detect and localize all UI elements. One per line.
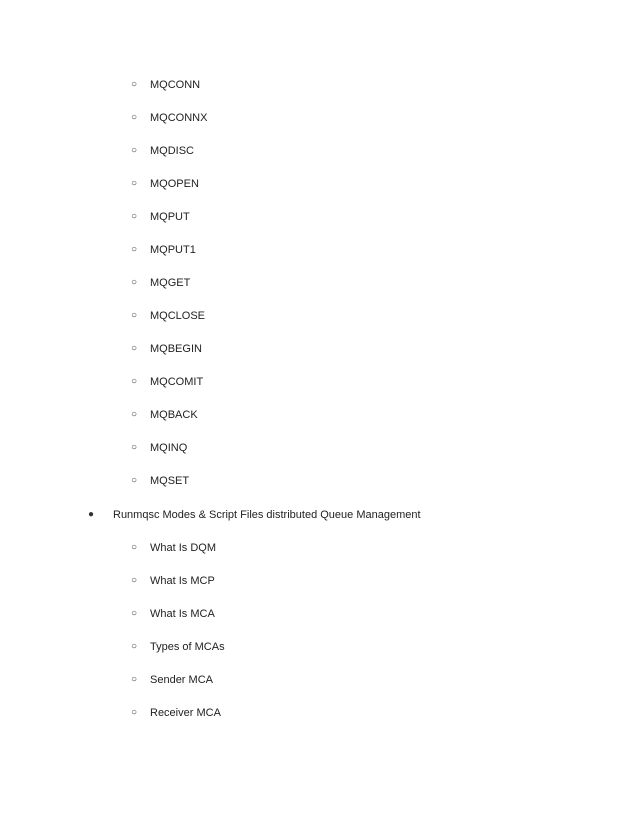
list-item-text: MQBEGIN [150,343,202,355]
hollow-bullet-icon: ○ [130,112,138,123]
list-item-text: MQCLOSE [150,310,206,322]
hollow-bullet-icon: ○ [130,442,138,453]
hollow-bullet-icon: ○ [130,542,138,553]
hollow-bullet-icon: ○ [130,178,138,189]
list-item-text: MQGET [150,277,191,289]
hollow-bullet-icon: ○ [130,277,138,288]
list-item-text: Sender MCA [150,674,213,686]
list-item-text: What Is MCP [150,575,215,587]
hollow-bullet-icon: ○ [130,608,138,619]
hollow-bullet-icon: ○ [130,310,138,321]
list-item-text: MQDISC [150,145,194,157]
list-item-text: Types of MCAs [150,641,225,653]
hollow-bullet-icon: ○ [130,343,138,354]
hollow-bullet-icon: ○ [130,376,138,387]
hollow-bullet-icon: ○ [130,79,138,90]
list-item-text: What Is MCA [150,608,215,620]
filled-bullet-icon: ● [87,509,95,520]
list-item-text: MQBACK [150,409,198,421]
list-item-text: MQPUT [150,211,190,223]
list-item-text: Receiver MCA [150,707,221,719]
section-heading-text: Runmqsc Modes & Script Files distributed Queue Management [113,509,421,521]
hollow-bullet-icon: ○ [130,475,138,486]
list-item-text: MQCONNX [150,112,208,124]
hollow-bullet-icon: ○ [130,211,138,222]
hollow-bullet-icon: ○ [130,641,138,652]
list-item-text: MQCONN [150,79,201,91]
hollow-bullet-icon: ○ [130,674,138,685]
list-item-text: MQCOMIT [150,376,204,388]
hollow-bullet-icon: ○ [130,145,138,156]
list-item-text: MQOPEN [150,178,199,190]
list-item-text: What Is DQM [150,542,217,554]
list-item-text: MQSET [150,475,190,487]
list-item-text: MQPUT1 [150,244,196,256]
hollow-bullet-icon: ○ [130,575,138,586]
hollow-bullet-icon: ○ [130,707,138,718]
hollow-bullet-icon: ○ [130,409,138,420]
hollow-bullet-icon: ○ [130,244,138,255]
list-item-text: MQINQ [150,442,188,454]
